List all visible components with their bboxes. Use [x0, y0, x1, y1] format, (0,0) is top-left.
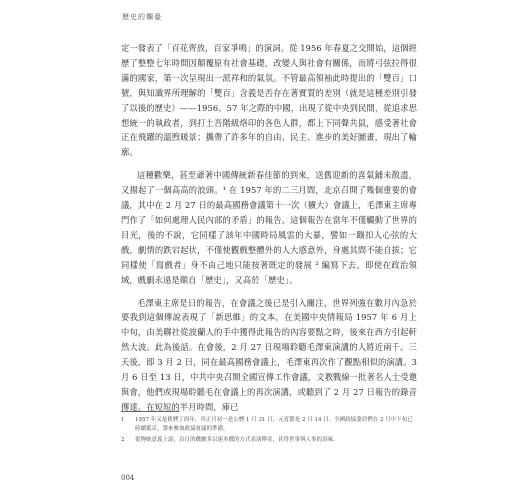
paragraph-3: 毛澤東主席是日的報告，在會議之後已是引入關注，世界列強在數月內急於要我到這個傳說表現了「新思維」的文本，在美國中央情報局 1957 年 6 月上中旬，由美聯社從波蘭人的手中獲得此報告的內容要點之時，後來在西方引起軒然大波。此為後話。在會後，2 月 27 日現場聆聽毛澤東演講的人將近兩千。三天後，即 3 月 2 日，同在最高國務會議上，毛澤東再次作了觀點相似的演講。3 月 6 日至 13 日，中共中央召開全國宣傳工作會議，文教戰線一批著名人士受邀與會，他們或現場聆聽毛在會議上的再次演講，或聽到了 2 月 27 日報告的錄音傳達。在短短的半月時間，庫已 [121, 297, 417, 412]
page-number: 004 [121, 474, 135, 482]
footnote-divider [121, 411, 179, 412]
footnote-number: 2 [121, 437, 125, 443]
paragraph-1: 定一發表了「百花齊放，百家爭鳴」的演詞。從 1956 年春夏之交開始，這個經歷了整整七年時間因顛覆原有社會基礎，改變人與社會有關係，而將弓弦拉得很滿的國家，第一次呈現出一派祥和的氣氛。不管最高領袖此時提出的「雙百」口號，與知識界所理解的「雙百」含義是否存在著實質的差別（就是這種差別引發了以後的歷史）——1956、57 年之際的中國，出現了從中央到民間，從追求思想統一的執政者，到打土吾階級烙印的各色人群，都上下同聲共鼠，感受著社會正在飛躍的溫煦暖景；攜帶了許多年的自由、民主、進步的美好圖畫，現出了輪廓。 [121, 43, 417, 158]
footnotes [121, 416, 417, 447]
running-header: 歷史的爛臺 [122, 13, 162, 21]
footnote-number: 1 [121, 417, 125, 423]
footnote-text: 從傳統意義上說，首日的戲劇多以連本戲的方式表演傳奇，甚得世事與人事的真味。 [135, 437, 339, 443]
footnote-text: 1957 年又是舊曆丁酉年，其正月初一是公曆 1 月 31 日，元宵節是 2 月 14 日。全國政協委員們在 2 月中下旬已陸續抵京，籌來參加政協會議的準備。 [135, 417, 413, 432]
paragraph-2: 這種歡樂，甚至爺著中國傳統新春佳節的到來，送舊迎新的喜氣鋪未散盡，又揚起了一個高高的浪頭。¹ 在 1957 年的二三月間，北京召開了幾個重要的會議，其中在 2 月 27 日的最高國務會議第十一次（擴大）會議上，毛澤東主席專門作了「如何處理人民內部的矛盾」的報告。這個報告在當年不僅觸動了世界的目光，後的不說，它同樣了該年中國時局風雲的大暴，譬如一蹦扣人心弦的大戲，劇情的跌宕起伏，不僅使觀戲整體外的人大感意外，身處其間不能自拔；它同樣使「寫戲者」身不由己地只能按著既定的發展 ² 編寫下去。即使在政治領域，戲劇永遠是顛自「歷史」，又高於「歷史」。 [121, 170, 417, 285]
footnote-2 [121, 436, 417, 445]
body-text [121, 41, 417, 423]
footnote-1 [121, 416, 417, 434]
